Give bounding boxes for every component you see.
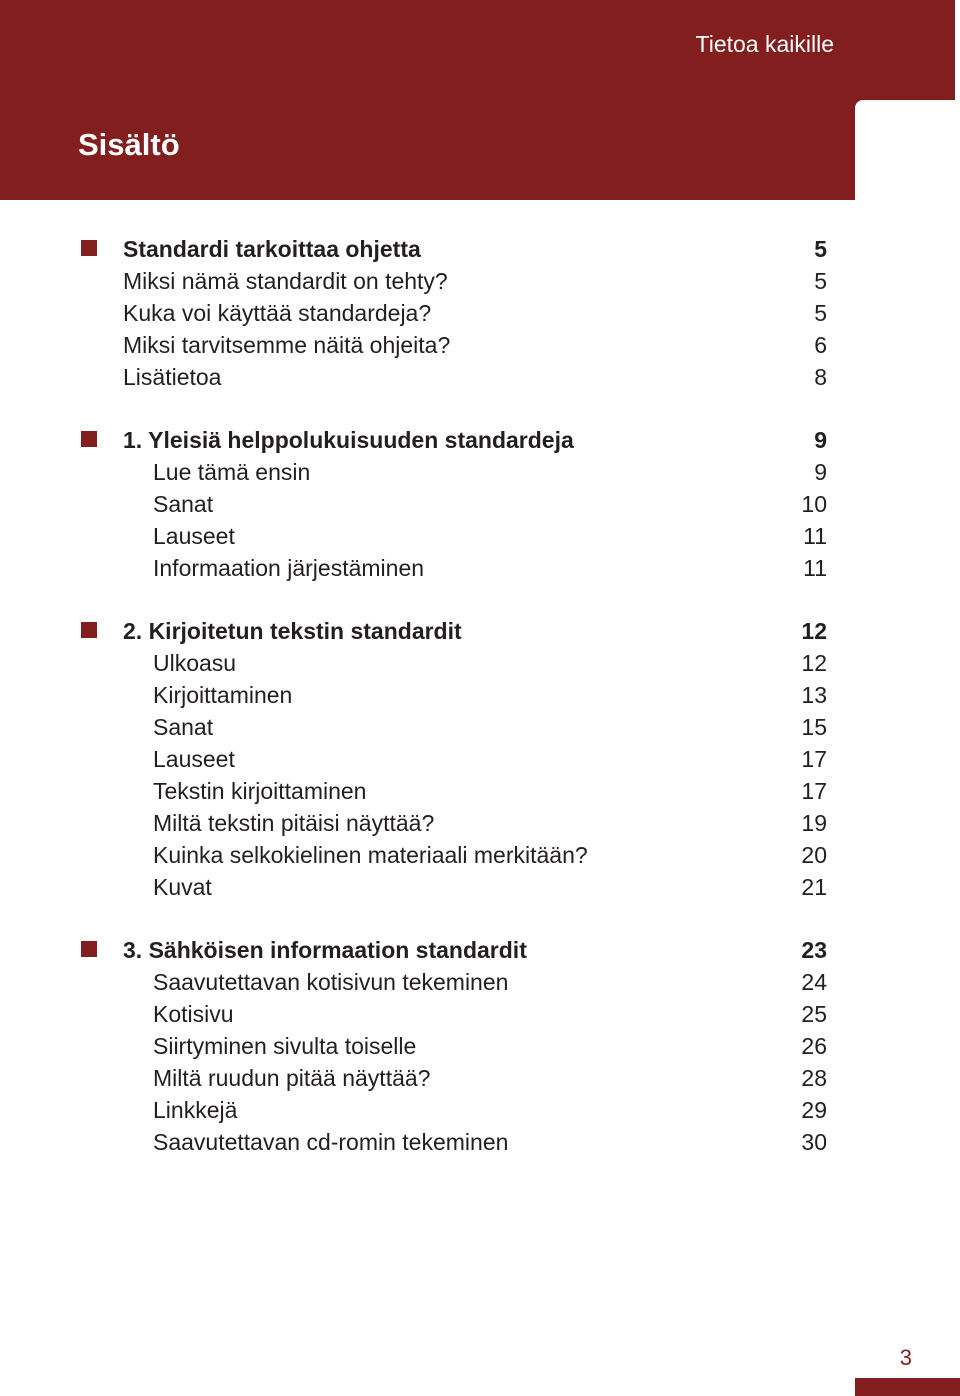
toc-entry-label: Miksi nämä standardit on tehty? [123,268,448,294]
toc-entry-label: Sanat [153,491,214,517]
toc-heading-label: 1. Yleisiä helppolukuisuuden standardeja [123,427,574,453]
toc-heading-label: Standardi tarkoittaa ohjetta [123,236,421,262]
toc-entry-label: Sanat [153,714,214,740]
toc-entry-label: Miksi tarvitsemme näitä ohjeita? [123,332,451,358]
toc-page-number: 17 [801,746,827,772]
toc-entry-label: Kuvat [153,874,212,900]
toc-page-number: 15 [801,714,827,740]
toc-entry[interactable] [0,297,960,329]
toc-page-number: 9 [814,427,827,453]
toc-page-number: 17 [801,778,827,804]
toc-heading-label: 3. Sähköisen informaation standardit [123,937,527,963]
toc-entry[interactable] [0,839,960,871]
toc-page-number: 23 [801,937,827,963]
toc-entry-label: Saavutettavan cd-romin tekeminen [153,1129,509,1155]
toc-entry-label: Kuinka selkokielinen materiaali merkitään? [153,842,588,868]
toc-entry-label: Ulkoasu [153,650,237,676]
toc-page-number: 12 [801,650,827,676]
toc-entry[interactable] [0,488,960,520]
toc-page-number: 20 [801,842,827,868]
toc-entry-label: Lisätietoa [123,364,222,390]
header-tab-cutout [855,100,960,200]
toc-entry-label: Kuka voi käyttää standardeja? [123,300,432,326]
running-head: Tietoa kaikille [695,31,834,57]
toc-page-number: 11 [803,555,827,581]
toc-page-number: 10 [801,491,827,517]
toc-entry[interactable] [0,679,960,711]
toc-entry[interactable] [0,265,960,297]
toc-page-number: 28 [801,1065,827,1091]
toc-entry-label: Siirtyminen sivulta toiselle [153,1033,417,1059]
toc-entry[interactable] [0,966,960,998]
toc-page-number: 6 [814,332,827,358]
square-bullet-icon [81,622,97,638]
toc-entry[interactable] [0,1030,960,1062]
toc-entry[interactable] [0,775,960,807]
toc-page-number: 26 [801,1033,827,1059]
toc-page-number: 21 [801,874,827,900]
toc-page-number: 30 [801,1129,827,1155]
toc-entry-label: Lue tämä ensin [153,459,311,485]
toc-page-number: 19 [801,810,827,836]
toc-entry[interactable] [0,871,960,903]
toc-entry[interactable] [0,1062,960,1094]
footer-strip [855,1378,960,1396]
toc-entry-label: Linkkejä [153,1097,238,1123]
toc-page-number: 5 [814,236,827,262]
toc-entry[interactable] [0,711,960,743]
toc-entry[interactable] [0,647,960,679]
toc-heading[interactable] [0,615,960,647]
toc-page-number: 12 [801,618,827,644]
toc-heading[interactable] [0,424,960,456]
square-bullet-icon [81,240,97,256]
toc-entry[interactable] [0,1126,960,1158]
toc-page-number: 24 [801,969,827,995]
toc-entry-label: Tekstin kirjoittaminen [153,778,367,804]
toc-entry[interactable] [0,743,960,775]
toc-entry-label: Informaation järjestäminen [153,555,425,581]
toc-heading[interactable] [0,934,960,966]
toc-page-number: 8 [814,364,827,390]
square-bullet-icon [81,431,97,447]
toc-section [0,934,960,1158]
toc-entry-label: Kirjoittaminen [153,682,293,708]
toc-entry[interactable] [0,520,960,552]
table-of-contents [0,233,960,1189]
toc-entry[interactable] [0,329,960,361]
toc-heading[interactable] [0,233,960,265]
toc-entry[interactable] [0,807,960,839]
toc-entry-label: Lauseet [153,746,235,772]
page-number: 3 [899,1345,912,1370]
toc-entry-label: Miltä tekstin pitäisi näyttää? [153,810,435,836]
toc-page-number: 5 [814,300,827,326]
toc-entry-label: Miltä ruudun pitää näyttää? [153,1065,431,1091]
toc-entry[interactable] [0,998,960,1030]
toc-entry-label: Saavutettavan kotisivun tekeminen [153,969,509,995]
toc-page-number: 13 [801,682,827,708]
toc-page-number: 25 [801,1001,827,1027]
toc-entry-label: Kotisivu [153,1001,234,1027]
toc-section [0,233,960,393]
toc-heading-label: 2. Kirjoitetun tekstin standardit [123,618,462,644]
toc-page-number: 11 [803,523,827,549]
toc-section [0,424,960,584]
square-bullet-icon [81,941,97,957]
toc-page-number: 9 [814,459,827,485]
toc-page-number: 29 [801,1097,827,1123]
toc-page-number: 5 [814,268,827,294]
toc-entry[interactable] [0,1094,960,1126]
toc-entry[interactable] [0,552,960,584]
page-title: Sisältö [78,127,180,162]
toc-entry[interactable] [0,361,960,393]
toc-entry-label: Lauseet [153,523,235,549]
toc-section [0,615,960,903]
toc-entry[interactable] [0,456,960,488]
